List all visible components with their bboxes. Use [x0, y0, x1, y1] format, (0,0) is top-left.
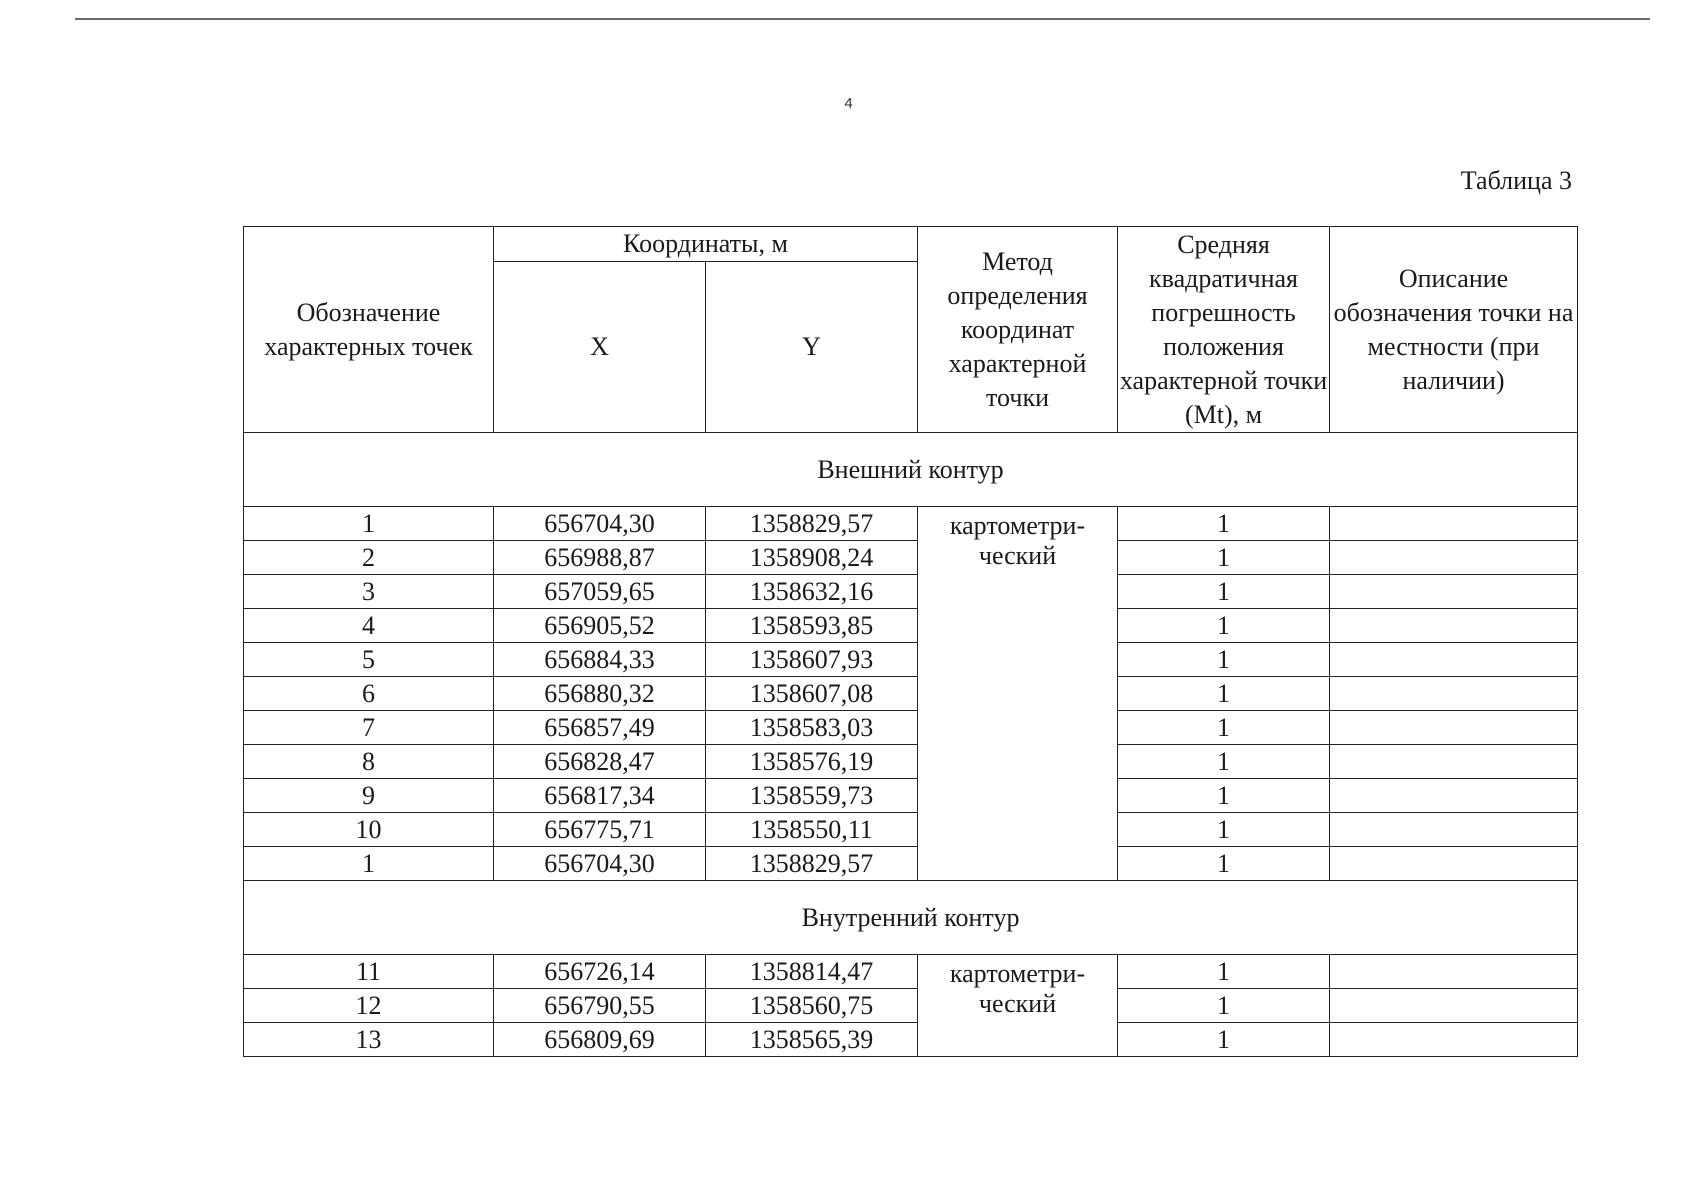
coord-x: 657059,65: [494, 575, 706, 609]
point-number: 9: [244, 779, 494, 813]
mt-value: 1: [1118, 677, 1330, 711]
coord-y: 1358814,47: [706, 955, 918, 989]
mt-value: 1: [1118, 609, 1330, 643]
coord-y: 1358607,08: [706, 677, 918, 711]
coord-x: 656857,49: [494, 711, 706, 745]
method-cell: картометри-ческий: [918, 507, 1118, 881]
description-cell: [1330, 989, 1578, 1023]
coord-x: 656988,87: [494, 541, 706, 575]
description-cell: [1330, 1023, 1578, 1057]
coord-x: 656790,55: [494, 989, 706, 1023]
point-number: 1: [244, 847, 494, 881]
table-row: [244, 711, 1578, 745]
table-row: [244, 541, 1578, 575]
point-number: 2: [244, 541, 494, 575]
table-row: [244, 813, 1578, 847]
point-number: 12: [244, 989, 494, 1023]
header-method: Метод определения координат характерной точки: [918, 227, 1118, 433]
coord-y: 1358576,19: [706, 745, 918, 779]
point-number: 3: [244, 575, 494, 609]
coord-y: 1358583,03: [706, 711, 918, 745]
header-error: Средняя квадратичная погрешность положения характерной точки (Mt), м: [1118, 227, 1330, 433]
point-number: 6: [244, 677, 494, 711]
description-cell: [1330, 541, 1578, 575]
header-description: Описание обозначения точки на местности (при наличии): [1330, 227, 1578, 433]
coord-x: 656817,34: [494, 779, 706, 813]
header-x: X: [494, 262, 706, 433]
mt-value: 1: [1118, 575, 1330, 609]
mt-value: 1: [1118, 847, 1330, 881]
table-row: [244, 1023, 1578, 1057]
coord-x: 656704,30: [494, 847, 706, 881]
description-cell: [1330, 955, 1578, 989]
coord-x: 656828,47: [494, 745, 706, 779]
mt-value: 1: [1118, 643, 1330, 677]
coord-y: 1358550,11: [706, 813, 918, 847]
point-number: 8: [244, 745, 494, 779]
coord-y: 1358829,57: [706, 847, 918, 881]
table-row: [244, 575, 1578, 609]
mt-value: 1: [1118, 1023, 1330, 1057]
coord-y: 1358607,93: [706, 643, 918, 677]
table-row: [244, 507, 1578, 541]
table-row: [244, 989, 1578, 1023]
coord-y: 1358565,39: [706, 1023, 918, 1057]
mt-value: 1: [1118, 955, 1330, 989]
coord-x: 656905,52: [494, 609, 706, 643]
table-row: [244, 643, 1578, 677]
description-cell: [1330, 711, 1578, 745]
table-row: [244, 955, 1578, 989]
description-cell: [1330, 677, 1578, 711]
coord-x: 656704,30: [494, 507, 706, 541]
description-cell: [1330, 507, 1578, 541]
mt-value: 1: [1118, 813, 1330, 847]
mt-value: 1: [1118, 779, 1330, 813]
section-title: Внешний контур: [244, 433, 1578, 507]
description-cell: [1330, 609, 1578, 643]
coord-x: 656880,32: [494, 677, 706, 711]
point-number: 10: [244, 813, 494, 847]
point-number: 13: [244, 1023, 494, 1057]
point-number: 5: [244, 643, 494, 677]
coord-y: 1358632,16: [706, 575, 918, 609]
section-title: Внутренний контур: [244, 881, 1578, 955]
coord-y: 1358908,24: [706, 541, 918, 575]
header-y: Y: [706, 262, 918, 433]
coord-y: 1358829,57: [706, 507, 918, 541]
coord-y: 1358593,85: [706, 609, 918, 643]
description-cell: [1330, 643, 1578, 677]
table-row: [244, 745, 1578, 779]
top-rule: [75, 18, 1650, 20]
header-point: Обозначение характерных точек: [244, 227, 494, 433]
table-row: [244, 677, 1578, 711]
coord-x: 656809,69: [494, 1023, 706, 1057]
coord-x: 656884,33: [494, 643, 706, 677]
coord-x: 656726,14: [494, 955, 706, 989]
coord-x: 656775,71: [494, 813, 706, 847]
coordinates-table: [243, 226, 1578, 1057]
coord-y: 1358559,73: [706, 779, 918, 813]
coord-y: 1358560,75: [706, 989, 918, 1023]
point-number: 1: [244, 507, 494, 541]
table-row: [244, 609, 1578, 643]
mt-value: 1: [1118, 745, 1330, 779]
method-cell: картометри-ческий: [918, 955, 1118, 1057]
mt-value: 1: [1118, 989, 1330, 1023]
point-number: 4: [244, 609, 494, 643]
header-coordinates: Координаты, м: [494, 227, 918, 262]
table-caption: Таблица 3: [1460, 166, 1572, 195]
mt-value: 1: [1118, 711, 1330, 745]
mt-value: 1: [1118, 507, 1330, 541]
table-row: [244, 779, 1578, 813]
point-number: 11: [244, 955, 494, 989]
point-number: 7: [244, 711, 494, 745]
description-cell: [1330, 813, 1578, 847]
description-cell: [1330, 745, 1578, 779]
page-number: 4: [844, 95, 853, 112]
description-cell: [1330, 847, 1578, 881]
mt-value: 1: [1118, 541, 1330, 575]
description-cell: [1330, 575, 1578, 609]
description-cell: [1330, 779, 1578, 813]
table-row: [244, 847, 1578, 881]
